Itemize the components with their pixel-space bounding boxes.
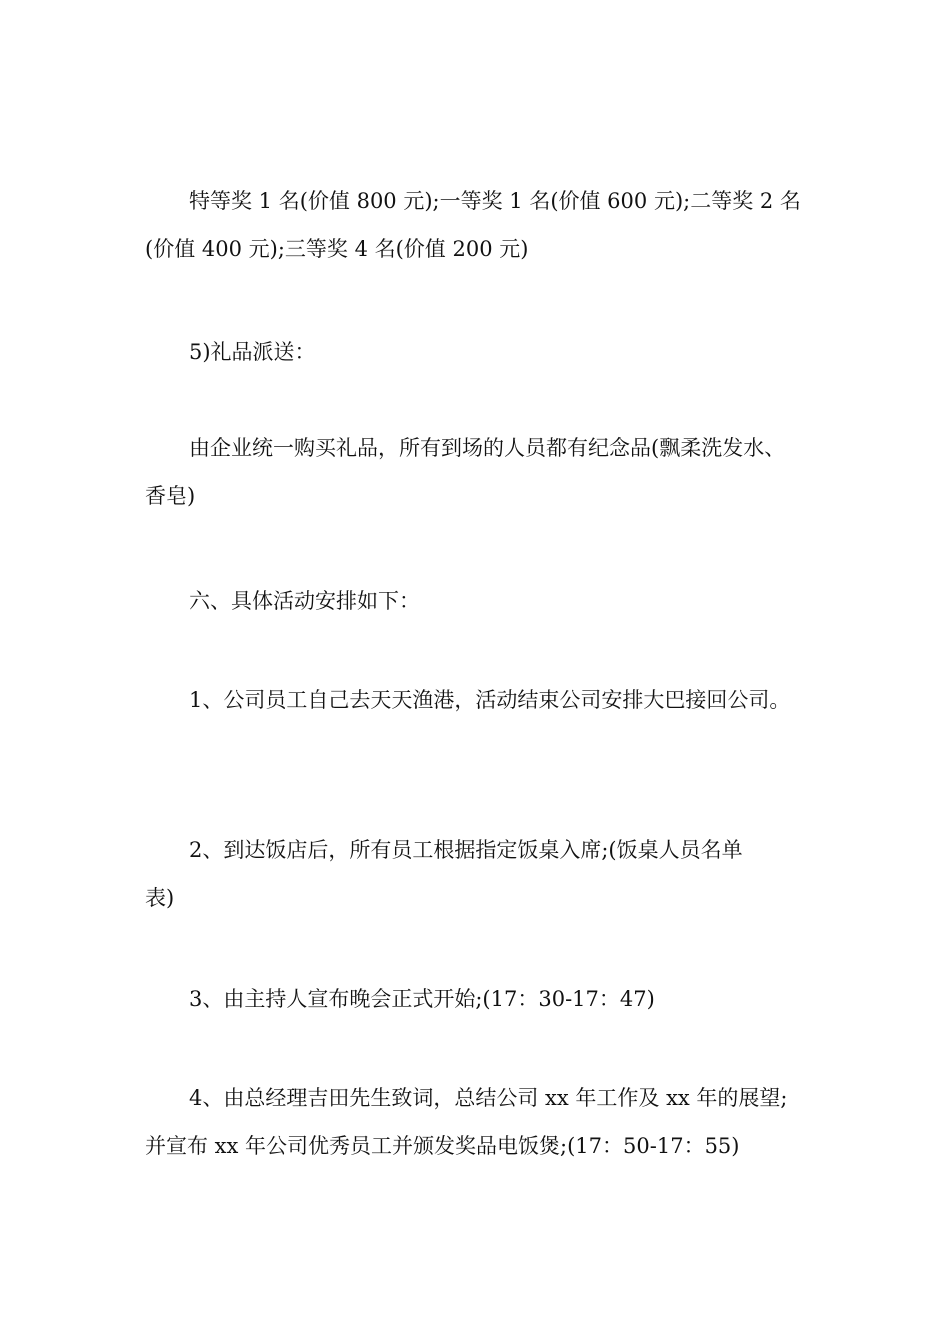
item-3-paragraph bbox=[145, 975, 815, 1023]
paragraph-line: 表) bbox=[145, 886, 175, 910]
item-4-paragraph bbox=[145, 1074, 815, 1170]
paragraph-line: 由企业统一购买礼品，所有到场的人员都有纪念品(飘柔洗发水、 bbox=[189, 436, 786, 460]
paragraph-line: 六、具体活动安排如下： bbox=[189, 589, 420, 613]
paragraph-line: 5)礼品派送： bbox=[189, 340, 316, 364]
paragraph-line: 2、到达饭店后，所有员工根据指定饭桌入席;(饭桌人员名单 bbox=[189, 838, 743, 862]
item-2-paragraph bbox=[145, 826, 815, 922]
gift-detail-paragraph bbox=[145, 424, 815, 520]
paragraph-line: 3、由主持人宣布晚会正式开始;(17：30-17：47) bbox=[189, 987, 655, 1011]
paragraph-line: 并宣布 xx 年公司优秀员工并颁发奖品电饭煲;(17：50-17：55) bbox=[145, 1134, 740, 1158]
paragraph-line: 特等奖 1 名(价值 800 元);一等奖 1 名(价值 600 元);二等奖 2 名 bbox=[189, 189, 801, 213]
paragraph-line: 4、由总经理吉田先生致词，总结公司 xx 年工作及 xx 年的展望; bbox=[189, 1086, 788, 1110]
section-six-heading bbox=[145, 577, 815, 625]
paragraph-line: 1、公司员工自己去天天渔港，活动结束公司安排大巴接回公司。 bbox=[189, 688, 791, 712]
paragraph-line: (价值 400 元);三等奖 4 名(价值 200 元) bbox=[145, 237, 529, 261]
paragraph-line: 香皂) bbox=[145, 484, 196, 508]
gift-heading-paragraph bbox=[145, 328, 815, 376]
item-1-paragraph bbox=[145, 676, 815, 724]
prize-list-paragraph bbox=[145, 177, 815, 273]
